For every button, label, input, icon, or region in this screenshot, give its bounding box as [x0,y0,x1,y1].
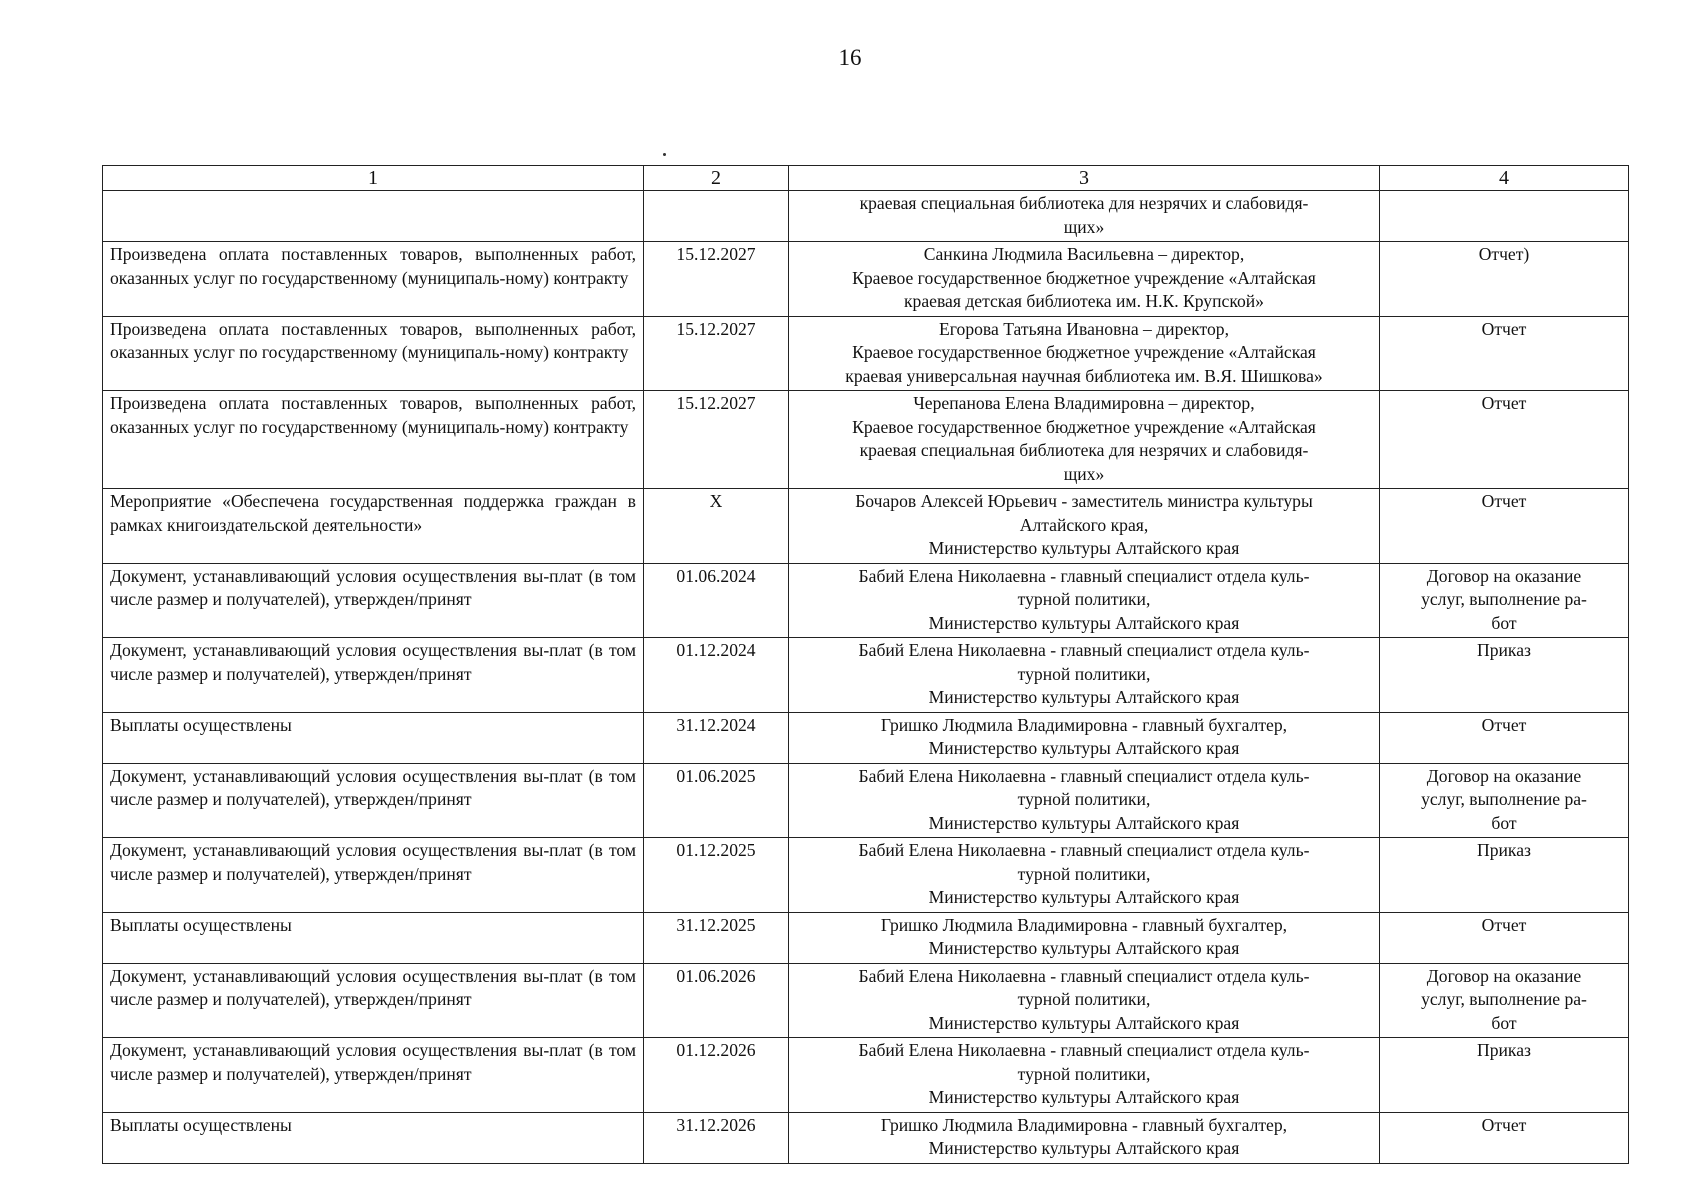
document-cell [1380,1112,1629,1163]
result-cell-text: Мероприятие «Обеспечена государственная поддержка граждан в рамках книгоиздательской деятельности» [110,491,636,535]
responsible-cell [789,242,1380,317]
document-cell [1380,712,1629,763]
table-row [103,191,1629,242]
result-cell [103,242,644,317]
date-cell [644,563,789,638]
document-cell-text: Приказ [1477,1040,1531,1060]
responsible-cell-text: краевая специальная библиотека для незрячих и слабовидя- щих» [859,193,1309,237]
result-cell-text: Документ, устанавливающий условия осуществления вы-плат (в том числе размер и получателей), утвержден/принят [110,565,636,609]
result-cell-text: Выплаты осуществлены [110,1114,292,1135]
table-row [103,242,1629,317]
date-cell [644,763,789,838]
result-cell-text: Произведена оплата поставленных товаров, выполненных работ, оказанных услуг по государственному (муниципаль-ному) контракту [110,393,636,437]
column-header-4: 4 [1380,166,1629,191]
document-cell [1380,242,1629,317]
responsible-cell [789,1038,1380,1113]
result-cell [103,963,644,1038]
responsible-cell [789,191,1380,242]
table-header [103,166,1629,191]
column-header-2: 2 [644,166,789,191]
result-cell [103,391,644,489]
responsible-cell [789,963,1380,1038]
document-cell [1380,191,1629,242]
table-row [103,638,1629,713]
table-row [103,391,1629,489]
result-cell-text: Выплаты осуществлены [110,714,292,735]
document-cell [1380,763,1629,838]
document-cell-text: Приказ [1477,640,1531,660]
date-cell-text: 15.12.2027 [676,244,756,264]
responsible-cell-text: Егорова Татьяна Ивановна – директор, Краевое государственное бюджетное учреждение «Алтайская краевая универсальная научная библиотека им. В.Я. Шишкова» [845,318,1323,386]
date-cell-text: 31.12.2024 [676,714,756,735]
document-cell-text: Отчет [1481,914,1527,935]
date-cell-text: 15.12.2027 [676,393,756,413]
date-cell-text: 31.12.2026 [676,1114,756,1135]
document-cell-text: Отчет [1481,318,1527,339]
result-cell-text: Документ, устанавливающий условия осуществления вы-плат (в том числе размер и получателей), утвержден/принят [110,1040,636,1084]
date-cell [644,838,789,913]
scan-speck [663,153,666,156]
table-row [103,316,1629,391]
responsible-cell-text: Бабий Елена Николаевна - главный специалист отдела куль- турной политики, Министерство культуры Алтайского края [858,640,1310,707]
date-cell [644,912,789,963]
date-cell-text: 01.12.2026 [676,1040,756,1060]
column-header-1: 1 [103,166,644,191]
date-cell-text: 31.12.2025 [676,914,756,935]
date-cell [644,1112,789,1163]
result-cell [103,316,644,391]
table-row [103,763,1629,838]
responsible-cell-text: Бабий Елена Николаевна - главный специалист отдела куль- турной политики, Министерство культуры Алтайского края [858,565,1310,633]
responsible-cell [789,912,1380,963]
responsible-cell [789,638,1380,713]
result-cell [103,763,644,838]
document-cell-text: Договор на оказание услуг, выполнение ра- бот [1421,765,1587,833]
header-row [103,166,1629,191]
responsible-cell [789,712,1380,763]
document-cell-text: Отчет [1481,1114,1527,1135]
responsible-cell [789,316,1380,391]
date-cell-text: Х [709,491,723,511]
document-cell [1380,912,1629,963]
date-cell-text: 01.12.2024 [676,640,756,660]
date-cell [644,316,789,391]
responsible-cell [789,838,1380,913]
responsible-cell-text: Гришко Людмила Владимировна - главный бухгалтер, Министерство культуры Алтайского края [880,1114,1288,1158]
page-number: 16 [838,45,862,70]
column-header-3: 3 [789,166,1380,191]
responsible-cell [789,391,1380,489]
result-cell-text: Выплаты осуществлены [110,914,292,935]
document-cell-text: Отчет [1481,714,1527,735]
result-cell-text: Документ, устанавливающий условия осуществления вы-плат (в том числе размер и получателей), утвержден/принят [110,965,636,1009]
table-row [103,489,1629,564]
result-cell [103,191,644,242]
document-cell [1380,316,1629,391]
date-cell-text: 01.06.2026 [676,965,756,986]
result-cell-text: Документ, устанавливающий условия осуществления вы-плат (в том числе размер и получателей), утвержден/принят [110,765,636,809]
responsible-cell-text: Черепанова Елена Владимировна – директор, Краевое государственное бюджетное учреждение «Алтайская краевая специальная библиотека для незрячих и слабовидя- щих» [852,393,1316,484]
date-cell [644,638,789,713]
responsible-cell [789,763,1380,838]
responsible-cell-text: Санкина Людмила Васильевна – директор, Краевое государственное бюджетное учреждение «Алтайская краевая детская библиотека им. Н.К. Крупской» [852,244,1316,311]
document-cell-text: Отчет [1481,491,1527,511]
document-cell-text: Договор на оказание услуг, выполнение ра- бот [1421,565,1587,633]
document-cell-text: Приказ [1477,840,1531,860]
document-cell [1380,563,1629,638]
document-cell-text: Отчет) [1478,244,1530,264]
table-row [103,1038,1629,1113]
table-row [103,1112,1629,1163]
document-cell [1380,391,1629,489]
date-cell [644,489,789,564]
document-cell-text: Отчет [1481,393,1527,413]
date-cell [644,712,789,763]
result-cell [103,1112,644,1163]
date-cell [644,391,789,489]
date-cell-text: 01.12.2025 [676,840,756,860]
responsible-cell-text: Бабий Елена Николаевна - главный специалист отдела куль- турной политики, Министерство культуры Алтайского края [858,1040,1310,1107]
responsible-cell [789,1112,1380,1163]
responsible-cell-text: Бочаров Алексей Юрьевич - заместитель министра культуры Алтайского края, Министерство культуры Алтайского края [855,491,1313,558]
result-cell [103,838,644,913]
date-cell [644,1038,789,1113]
date-cell-text: 01.06.2024 [676,565,756,586]
result-cell-text: Произведена оплата поставленных товаров, выполненных работ, оказанных услуг по государственному (муниципаль-ному) контракту [110,244,636,288]
result-cell [103,712,644,763]
document-cell [1380,638,1629,713]
date-cell [644,191,789,242]
responsible-cell-text: Бабий Елена Николаевна - главный специалист отдела куль- турной политики, Министерство культуры Алтайского края [858,765,1310,833]
responsible-cell-text: Бабий Елена Николаевна - главный специалист отдела куль- турной политики, Министерство культуры Алтайского края [858,840,1310,907]
date-cell [644,242,789,317]
responsible-cell-text: Гришко Людмила Владимировна - главный бухгалтер, Министерство культуры Алтайского края [880,914,1288,958]
schedule-table [102,165,1629,1164]
date-cell-text: 15.12.2027 [676,318,756,339]
result-cell [103,1038,644,1113]
table-row [103,963,1629,1038]
document-cell [1380,489,1629,564]
table-body [103,191,1629,1164]
table-row [103,912,1629,963]
date-cell-text: 01.06.2025 [676,765,756,786]
result-cell-text: Произведена оплата поставленных товаров, выполненных работ, оказанных услуг по государственному (муниципаль-ному) контракту [110,318,636,362]
document-cell [1380,1038,1629,1113]
date-cell [644,963,789,1038]
table-row [103,563,1629,638]
table-row [103,712,1629,763]
responsible-cell [789,489,1380,564]
result-cell [103,489,644,564]
responsible-cell-text: Гришко Людмила Владимировна - главный бухгалтер, Министерство культуры Алтайского края [880,714,1288,758]
document-cell-text: Договор на оказание услуг, выполнение ра- бот [1421,965,1587,1033]
result-cell [103,563,644,638]
result-cell [103,638,644,713]
table-row [103,838,1629,913]
responsible-cell [789,563,1380,638]
result-cell-text: Документ, устанавливающий условия осуществления вы-плат (в том числе размер и получателей), утвержден/принят [110,840,636,884]
result-cell-text: Документ, устанавливающий условия осуществления вы-плат (в том числе размер и получателей), утвержден/принят [110,640,636,684]
document-cell [1380,838,1629,913]
responsible-cell-text: Бабий Елена Николаевна - главный специалист отдела куль- турной политики, Министерство культуры Алтайского края [858,965,1310,1033]
result-cell [103,912,644,963]
document-cell [1380,963,1629,1038]
